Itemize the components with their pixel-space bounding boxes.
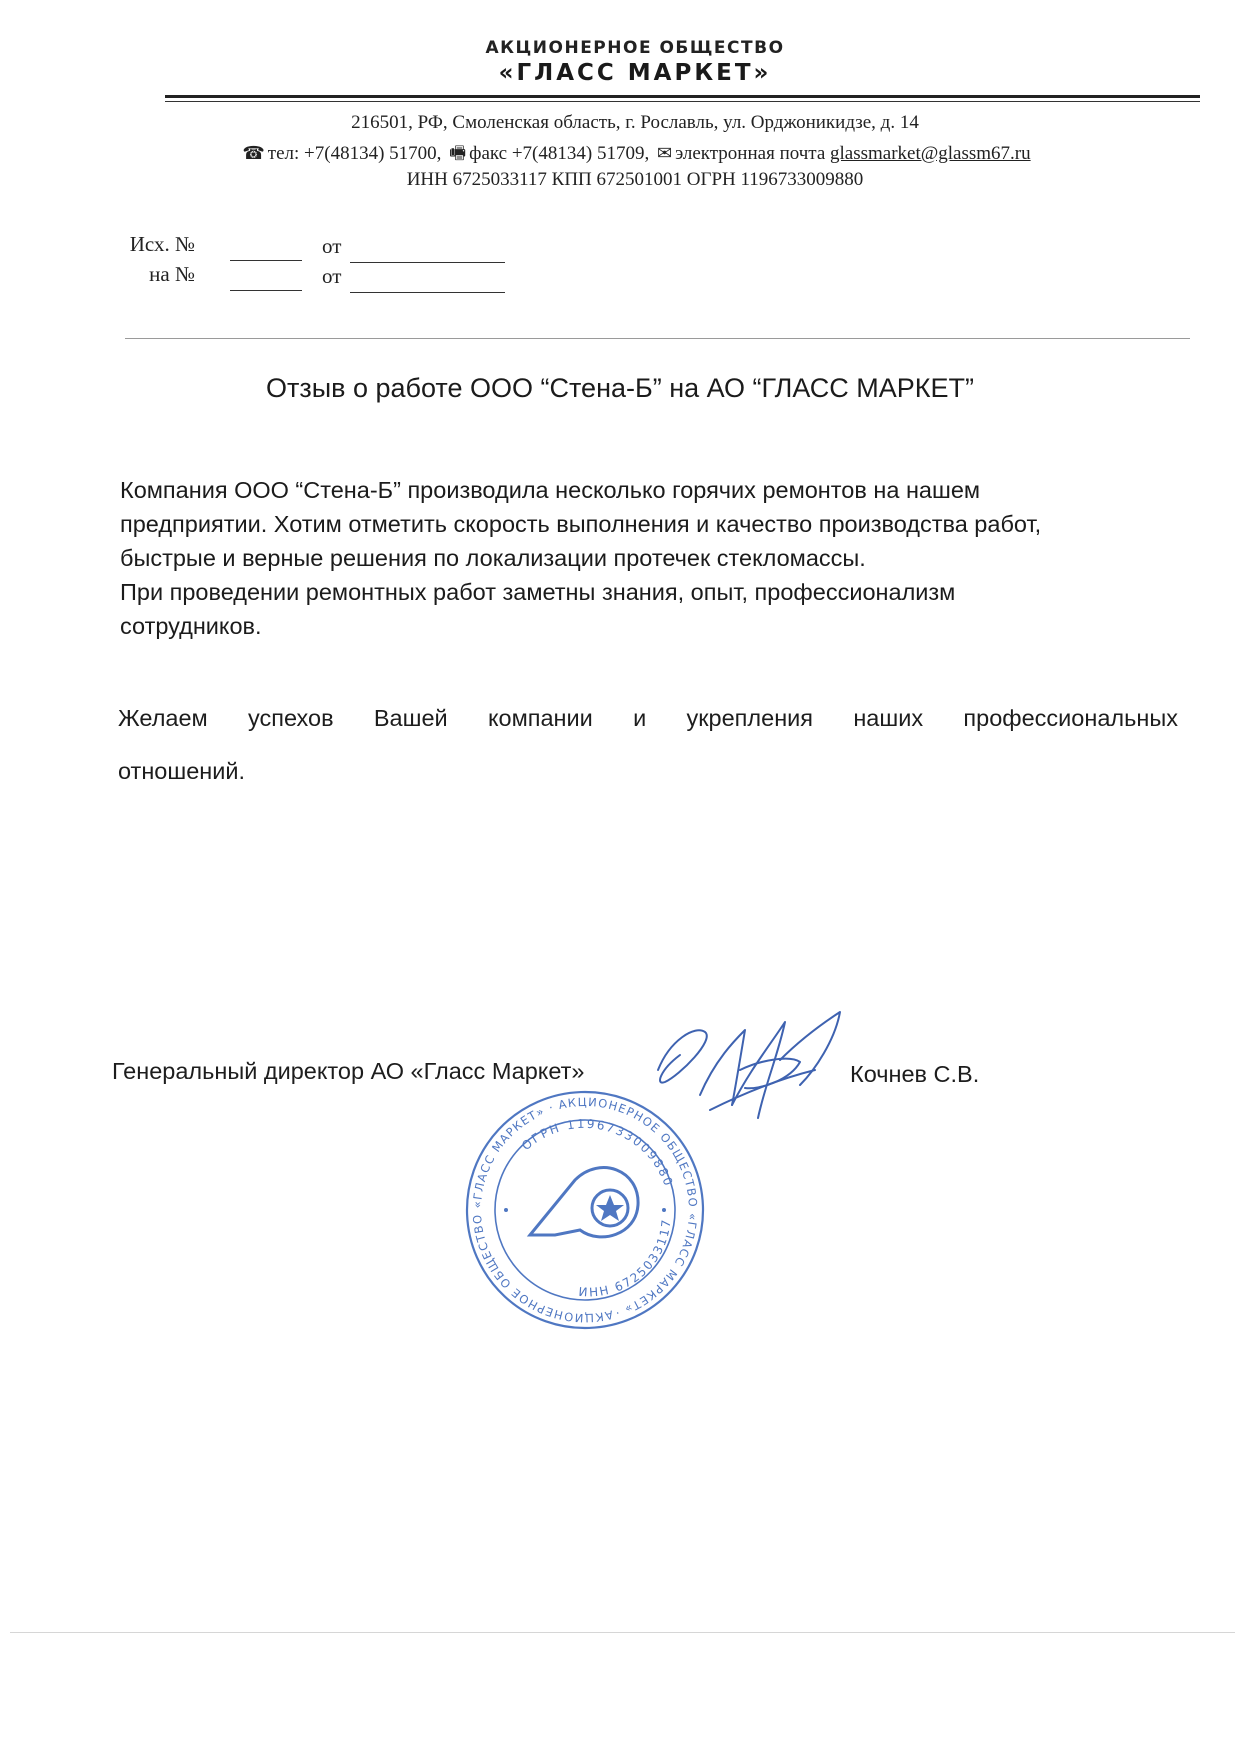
stamp-inn: ИНН 6725033117 (578, 1217, 674, 1300)
company-name: «ГЛАСС МАРКЕТ» (498, 60, 772, 86)
body-line: сотрудников. (120, 613, 262, 639)
fax-text: факс +7(48134) 51709, (469, 143, 650, 164)
outgoing-date-label: от (322, 234, 342, 258)
signature-scribble (640, 1000, 870, 1150)
wish-line-1: Желаем успехов Вашей компании и укрепления наших профессиональных (118, 705, 1178, 731)
incoming-number-blank (230, 268, 302, 291)
outgoing-number-label: Исх. № (129, 232, 195, 256)
email-link[interactable]: glassmarket@glassm67.ru (830, 143, 1031, 164)
signatory-position: Генеральный директор АО «Гласс Маркет» (112, 1058, 585, 1084)
stamp-logo-icon (530, 1168, 638, 1237)
header-rule-thick (165, 95, 1200, 98)
body-line: Компания ООО “Стена-Б” производила несколько горячих ремонтов на нашем (120, 477, 981, 503)
email-label: электронная почта (675, 143, 826, 164)
registry-numbers: ИНН 6725033117 КПП 672501001 ОГРН 1196733009880 (406, 169, 864, 190)
outgoing-number-blank (230, 238, 302, 261)
body-line: При проведении ремонтных работ заметны знания, опыт, профессионализм (120, 579, 956, 605)
header-separator (125, 338, 1190, 339)
company-type: АКЦИОНЕРНОЕ ОБЩЕСТВО (485, 38, 785, 58)
contact-line (0, 141, 1240, 171)
stamp-outer-text: АКЦИОНЕРНОЕ ОБЩЕСТВО «ГЛАСС МАРКЕТ» · АКЦИОНЕРНОЕ ОБЩЕСТВО «ГЛАСС МАРКЕТ» · (469, 1094, 701, 1326)
incoming-number-label: на № (149, 262, 195, 286)
company-address: 216501, РФ, Смоленская область, г. Рославль, ул. Орджоникидзе, д. 14 (351, 112, 919, 133)
phone-text: тел: +7(48134) 51700, (267, 143, 442, 164)
envelope-icon: ✉ (656, 143, 673, 163)
signatory-name: Кочнев С.В. (850, 1061, 980, 1087)
footer-rule (10, 1632, 1235, 1633)
wish-line-2: отношений. (118, 758, 246, 784)
header-rule-thin (165, 101, 1200, 102)
body-line: предприятии. Хотим отметить скорость выполнения и качество производства работ, (120, 511, 1042, 537)
incoming-date-label: от (322, 264, 342, 288)
phone-icon: ☎ (242, 143, 265, 163)
outgoing-date-blank (350, 240, 505, 263)
body-line: быстрые и верные решения по локализации протечек стекломассы. (120, 545, 866, 571)
letter-title: Отзыв о работе ООО “Стена-Б” на АО “ГЛАСС МАРКЕТ” (265, 373, 975, 403)
stamp-ogrn: ОГРН 1196733009880 (519, 1116, 677, 1190)
incoming-date-blank (350, 270, 505, 293)
fax-icon: 🖷 (449, 143, 467, 163)
